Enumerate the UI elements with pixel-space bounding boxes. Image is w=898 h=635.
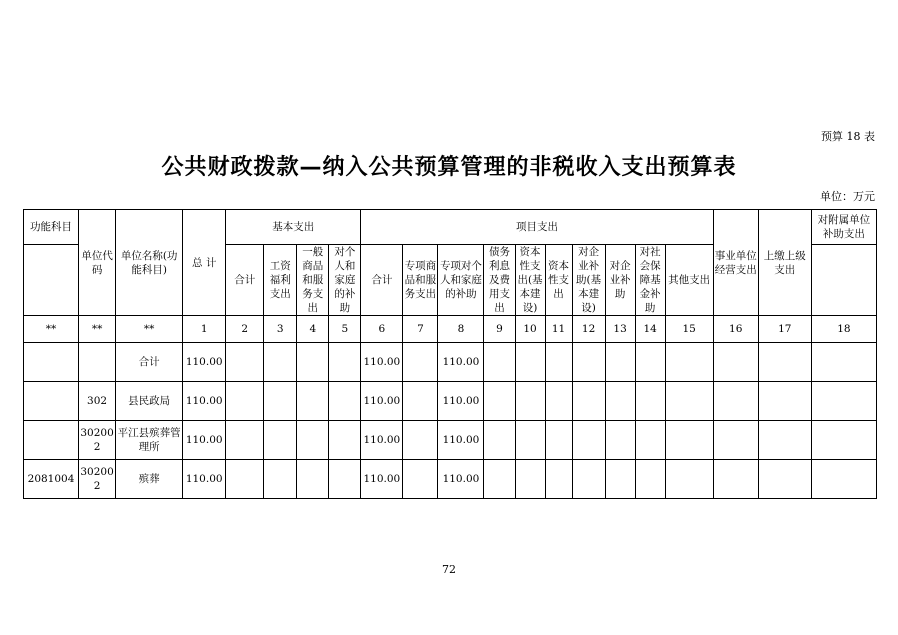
project-total-cell: 110.00 (361, 460, 403, 499)
header-social-security: 对社会保障基金补助 (635, 245, 665, 316)
index-cell: 18 (811, 316, 876, 343)
index-cell: 2 (226, 316, 264, 343)
page-title: 公共财政拨款—纳入公共预算管理的非税收入支出预算表 (161, 155, 737, 180)
header-subordinate: 对附属单位补助支出 (811, 210, 876, 245)
table-row (24, 343, 877, 382)
table-row (24, 421, 877, 460)
budget-table (23, 209, 877, 499)
index-cell: 9 (484, 316, 515, 343)
header-row-1 (24, 210, 877, 245)
page-number: 72 (442, 563, 456, 576)
special-personal-cell: 110.00 (438, 382, 484, 421)
project-total-cell: 110.00 (361, 382, 403, 421)
index-cell: 5 (329, 316, 361, 343)
func-subject-cell (24, 343, 79, 382)
header-unit-code: 单位代码 (79, 210, 116, 316)
table-number: 预算 18 表 (821, 130, 875, 143)
header-capital-infra: 资本性支出(基本建设) (515, 245, 545, 316)
header-business: 事业单位经营支出 (713, 210, 758, 316)
header-special-personal: 专项对个人和家庭的补助 (438, 245, 484, 316)
header-func-subject: 功能科目 (24, 210, 79, 245)
header-personal-family: 对个人和家庭的补助 (329, 245, 361, 316)
project-total-cell: 110.00 (361, 343, 403, 382)
index-cell: 6 (361, 316, 403, 343)
header-other: 其他支出 (665, 245, 713, 316)
index-cell: 12 (572, 316, 605, 343)
header-wage: 工资福利支出 (264, 245, 297, 316)
index-cell: 16 (713, 316, 758, 343)
unit-code-cell: 302 (79, 382, 116, 421)
index-cell: 14 (635, 316, 665, 343)
header-unit-name: 单位名称(功能科目) (116, 210, 183, 316)
header-upper-payment: 上缴上级支出 (758, 210, 811, 316)
header-basic-subtotal: 合计 (226, 245, 264, 316)
unit-code-cell: 302002 (79, 421, 116, 460)
header-special-goods: 专项商品和服务支出 (403, 245, 438, 316)
total-cell: 110.00 (183, 460, 226, 499)
unit-code-cell: 302002 (79, 460, 116, 499)
index-cell: ** (116, 316, 183, 343)
index-cell: ** (79, 316, 116, 343)
header-goods-services: 一般商品和服务支出 (297, 245, 329, 316)
index-cell: 11 (545, 316, 572, 343)
table-row (24, 382, 877, 421)
header-debt-interest: 债务利息及费用支出 (484, 245, 515, 316)
header-capital: 资本性支出 (545, 245, 572, 316)
special-personal-cell: 110.00 (438, 421, 484, 460)
unit-name-cell: 殡葬 (116, 460, 183, 499)
func-subject-cell: 2081004 (24, 460, 79, 499)
total-cell: 110.00 (183, 382, 226, 421)
header-enterprise: 对企业补助 (605, 245, 635, 316)
index-cell: 17 (758, 316, 811, 343)
func-subject-cell (24, 382, 79, 421)
total-cell: 110.00 (183, 421, 226, 460)
index-cell: 7 (403, 316, 438, 343)
project-total-cell: 110.00 (361, 421, 403, 460)
index-cell: 13 (605, 316, 635, 343)
unit-name-cell: 县民政局 (116, 382, 183, 421)
header-func-blank (24, 245, 79, 316)
unit-name-cell: 平江县殡葬管理所 (116, 421, 183, 460)
index-cell: 8 (438, 316, 484, 343)
index-cell: 10 (515, 316, 545, 343)
total-cell: 110.00 (183, 343, 226, 382)
header-subordinate-blank (811, 245, 876, 316)
index-cell: 15 (665, 316, 713, 343)
unit-name-cell: 合计 (116, 343, 183, 382)
header-basic: 基本支出 (226, 210, 361, 245)
special-personal-cell: 110.00 (438, 460, 484, 499)
index-cell: ** (24, 316, 79, 343)
index-cell: 1 (183, 316, 226, 343)
table-row (24, 460, 877, 499)
func-subject-cell (24, 421, 79, 460)
index-cell: 3 (264, 316, 297, 343)
header-project-subtotal: 合计 (361, 245, 403, 316)
index-row (24, 316, 877, 343)
header-total: 总 计 (183, 210, 226, 316)
header-enterprise-infra: 对企业补助(基本建设) (572, 245, 605, 316)
unit-label: 单位：万元 (820, 190, 875, 203)
unit-code-cell (79, 343, 116, 382)
special-personal-cell: 110.00 (438, 343, 484, 382)
index-cell: 4 (297, 316, 329, 343)
header-project: 项目支出 (361, 210, 713, 245)
